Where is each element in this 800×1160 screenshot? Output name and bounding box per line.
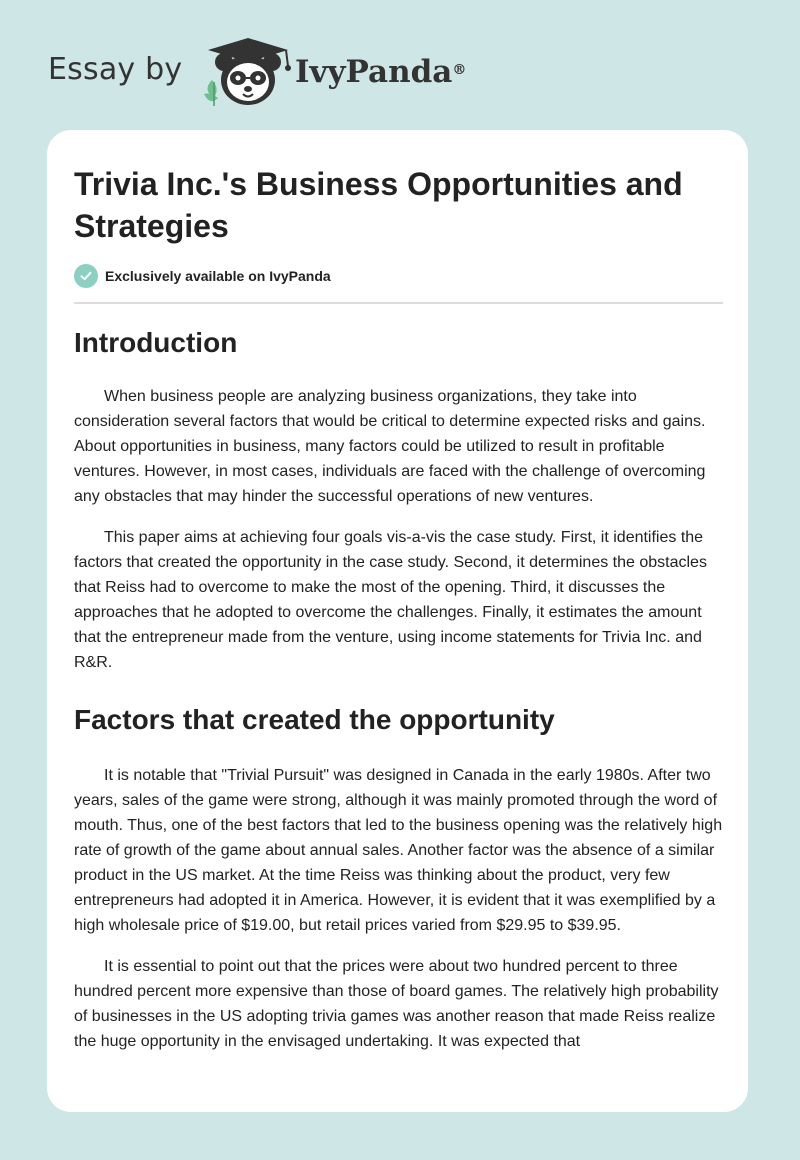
brand-name[interactable]: [295, 52, 466, 92]
paragraph: It is notable that "Trivial Pursuit" was designed in Canada in the early 1980s. After two years, sales of the game were strong, although it was mainly promoted through the word of mouth. Thus, one of the best factors that led to the business opening was the relatively high rate of growth of the game about annual sales. Another factor was the absence of a similar product in the US market. At the time Reiss was thinking about the product, very few entrepreneurs had adopted it in America. However, it is evident that it was exemplified by a high wholesale price of $19.00, but retail prices varied from $29.95 to $39.95.: [74, 767, 723, 934]
brand-prefix: Essay by: [48, 52, 183, 87]
exclusive-badge-label: Exclusively available on IvyPanda: [105, 268, 331, 284]
article-title: Trivia Inc.'s Business Opportunities and Strategies: [74, 166, 683, 244]
check-circle-icon: [74, 264, 98, 288]
exclusive-badge: [74, 262, 331, 290]
section-heading-introduction: Introduction: [74, 327, 238, 358]
paragraph: When business people are analyzing business organizations, they take into consideration several factors that would be critical to determine expected risks and gains. About opportunities in business, many factors could be utilized to result in profitable ventures. However, in most cases, individuals are faced with the challenge of overcoming any obstacles that may hinder the successful operations of new ventures.: [74, 388, 706, 505]
article-body: [74, 322, 724, 1070]
registered-mark: ®: [452, 62, 467, 78]
paragraph: This paper aims at achieving four goals vis-a-vis the case study. First, it identifies the factors that created the opportunity in the case study. Second, it determines the obstacles that Reiss had to overcome to make the most of the opening. Third, it discusses the approaches that he adopted to overcome the challenges. Finally, it estimates the amount that the entrepreneur made from the venture, using income statements for Trivia Inc. and R&R.: [74, 529, 707, 671]
site-header: [0, 0, 800, 130]
panda-graduate-icon[interactable]: [200, 36, 296, 108]
paragraph: It is essential to point out that the prices were about two hundred percent to three hundred percent more expensive than those of board games. The relatively high probability of businesses in the US adopting trivia games was another reason that made Reiss realize the huge opportunity in the envisaged undertaking. It was expected that: [74, 958, 719, 1050]
brand-name-text: IvyPanda: [295, 54, 453, 90]
section-heading-factors: Factors that created the opportunity: [74, 704, 555, 735]
article-card: [47, 130, 748, 1112]
title-divider: [74, 302, 723, 304]
